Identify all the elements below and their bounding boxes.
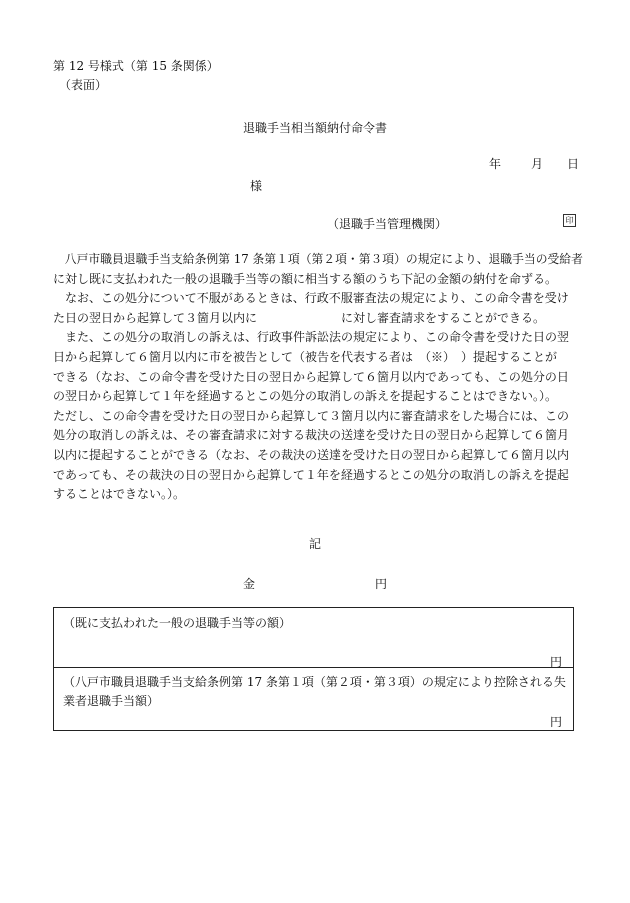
body-line: なお、この処分について不服があるときは、行政不服審査法の規定により、この命令書を受け [53, 291, 569, 306]
ki-heading: 記 [308, 537, 321, 551]
side-label: （表面） [59, 78, 108, 92]
form-number: 第 12 号様式（第 15 条関係） [53, 59, 219, 73]
body-line: また、この処分の取消しの訴えは、行政事件訴訟法の規定により、この命令書を受けた日の翌 [53, 330, 570, 345]
body-line: に対し既に支払われた一般の退職手当等の額に相当する額のうち下記の金額の納付を命ずる。 [53, 271, 558, 286]
body-line: できる（なお、この命令書を受けた日の翌日から起算して６箇月以内であっても、この処分の日 [53, 369, 569, 384]
body-text [53, 250, 583, 505]
deducted-allowance-label [63, 673, 566, 711]
date-day: 日 [567, 157, 580, 171]
addressee-suffix: 様 [250, 179, 263, 193]
body-line: であっても、その裁決の日の翌日から起算して１年を経過するとこの処分の取消しの訴えを提起 [53, 467, 569, 482]
seal-mark: 印 [563, 214, 576, 227]
deducted-allowance-unit: 円 [549, 715, 562, 729]
date-month: 月 [531, 157, 544, 171]
paid-allowance-unit: 円 [549, 655, 562, 669]
body-line: 日から起算して６箇月以内に市を被告として（被告を代表する者は （※） ）提起することが [53, 349, 558, 364]
issuing-authority: （退職手当管理機関） [327, 217, 448, 231]
body-line: 八戸市職員退職手当支給条例第 17 条第１項（第２項・第３項）の規定により、退職手当の受給者 [53, 252, 583, 266]
body-line: 以内に提起することができる（なお、その裁決の送達を受けた日の翌日から起算して６箇月以内 [53, 447, 570, 462]
amount-kin-label: 金 [243, 577, 256, 591]
body-line: た日の翌日から起算して３箇月以内に に対し審査請求をすることができる。 [53, 310, 546, 325]
body-line: することはできない。）。 [53, 487, 186, 502]
deducted-allowance-label-line2: 業者退職手当額） [63, 694, 160, 708]
date-line [489, 155, 579, 172]
deducted-allowance-label-line1: （八戸市職員退職手当支給条例第 17 条第１項（第２項・第３項）の規定により控除される失 [63, 675, 566, 689]
amount-yen-label: 円 [375, 577, 388, 591]
table-divider [54, 667, 573, 668]
paid-allowance-label: （既に支払われた一般の退職手当等の額） [63, 616, 292, 630]
date-year: 年 [489, 157, 502, 171]
body-line: の翌日から起算して１年を経過するとこの処分の取消しの訴えを提起することはできない。）。 [53, 389, 558, 404]
amount-breakdown-table [53, 607, 574, 731]
body-line: 処分の取消しの訴えは、その審査請求に対する裁決の送達を受けた日の翌日から起算して６箇月 [53, 428, 570, 443]
body-line: ただし、この命令書を受けた日の翌日から起算して３箇月以内に審査請求をした場合には、この [53, 408, 570, 423]
document-title: 退職手当相当額納付命令書 [242, 121, 387, 135]
